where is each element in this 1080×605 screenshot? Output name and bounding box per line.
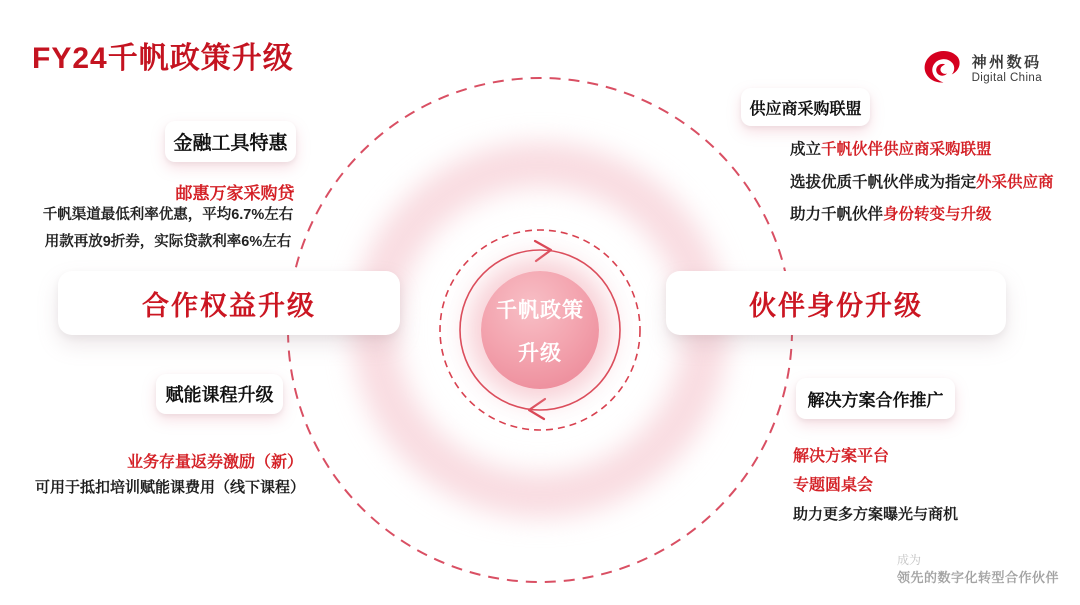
line-red-part: 千帆伙伴供应商采购联盟 <box>821 141 992 158</box>
line-red-part: 外采供应商 <box>976 173 1054 191</box>
card-enablement-courses: 赋能课程升级 <box>156 374 283 414</box>
footer-tagline <box>897 552 1059 588</box>
center-hub-line2: 升级 <box>518 341 562 365</box>
center-hub-line1: 千帆政策 <box>496 298 584 322</box>
card-financial-tools: 金融工具特惠 <box>165 121 296 162</box>
financial-highlight: 邮惠万家采购贷 <box>175 184 295 203</box>
line-red-part: 身份转变与升级 <box>883 206 992 223</box>
center-hub <box>481 271 599 389</box>
enablement-detail-line: 可用于抵扣培训赋能课费用（线下课程） <box>34 479 305 496</box>
solution-highlight: 解决方案平台 <box>793 448 890 465</box>
solution-detail-line: 助力更多方案曝光与商机 <box>793 506 959 523</box>
pill-partner-identity-upgrade: 伙伴身份升级 <box>666 271 1006 335</box>
solution-details <box>793 442 958 529</box>
card-supplier-alliance: 供应商采购联盟 <box>741 88 870 126</box>
financial-details <box>35 202 301 256</box>
supplier-details <box>790 134 1054 232</box>
line-black-part: 选拔优质千帆伙伴成为指定 <box>790 173 977 191</box>
supplier-detail-line <box>790 199 1054 232</box>
brand-logo <box>921 48 1042 91</box>
digital-china-swirl-icon <box>921 48 963 91</box>
card-solution-promotion: 解决方案合作推广 <box>796 378 955 419</box>
line-black-part: 助力千帆伙伴 <box>790 206 884 223</box>
solution-highlight: 专题圆桌会 <box>793 477 874 494</box>
line-black-part: 成立 <box>790 141 822 158</box>
logo-text <box>972 54 1042 84</box>
enablement-highlight: 业务存量返券激励（新） <box>126 454 303 471</box>
pill-cooperation-rights-upgrade: 合作权益升级 <box>58 271 400 335</box>
page-title: FY24千帆政策升级 <box>32 42 294 75</box>
financial-detail-line: 用款再放9折券，实际贷款利率6%左右 <box>44 234 292 250</box>
footer-tagline-main: 领先的数字化转型合作伙伴 <box>897 570 1060 586</box>
supplier-detail-line <box>790 167 1054 200</box>
supplier-detail-line <box>790 134 1054 167</box>
logo-cn-text: 神州数码 <box>971 54 1042 72</box>
logo-en-text: Digital China <box>971 71 1042 84</box>
footer-tagline-small: 成为 <box>897 553 922 567</box>
financial-detail-line: 千帆渠道最低利率优惠，平均6.7%左右 <box>42 207 294 223</box>
